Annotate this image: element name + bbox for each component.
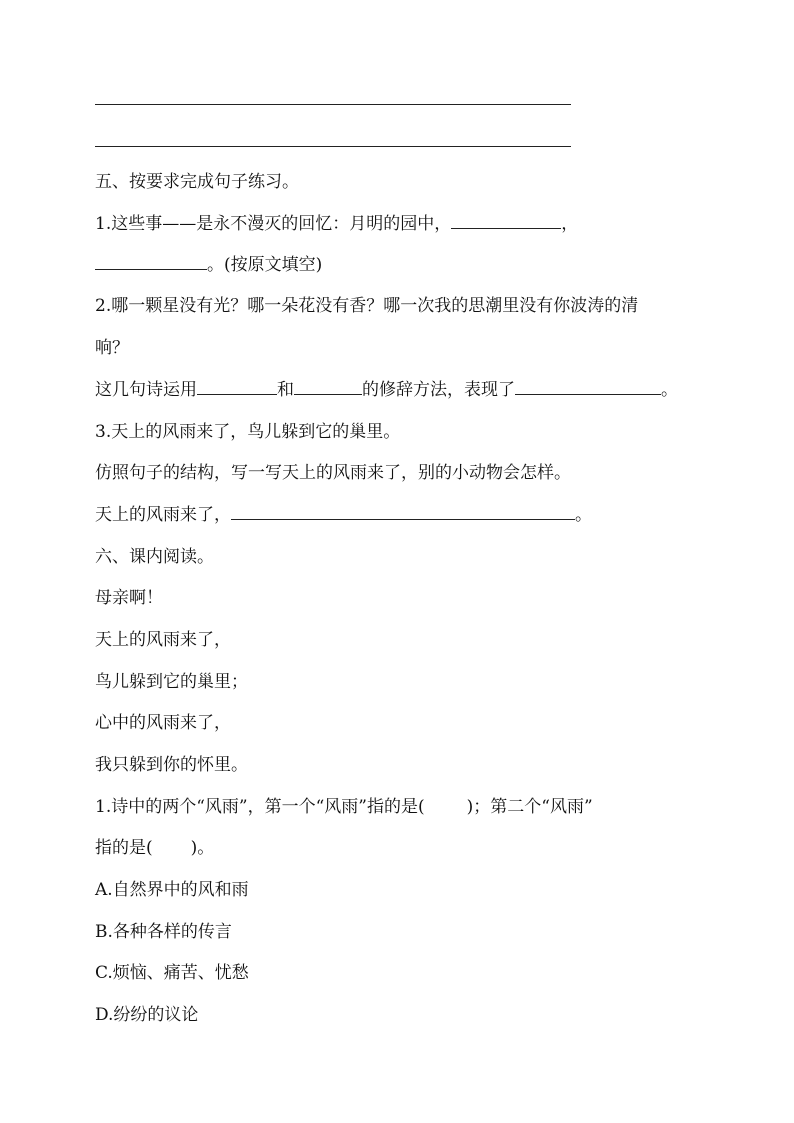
section-5-heading: 五、按要求完成句子练习。 — [95, 172, 299, 192]
fill-blank[interactable] — [294, 380, 362, 395]
poem-line: 心中的风雨来了， — [95, 713, 231, 733]
fill-blank[interactable] — [451, 214, 561, 229]
question-text: 。(按原文填空) — [207, 255, 323, 275]
poem-line: 鸟儿躲到它的巢里； — [95, 672, 248, 692]
poem-line: 天上的风雨来了， — [95, 630, 231, 650]
question-6-1-cont — [95, 837, 214, 859]
question-text: 天上的风雨来了， — [95, 505, 231, 525]
section-6-heading: 六、课内阅读。 — [95, 547, 214, 567]
question-5-3-instruction: 仿照句子的结构，写一写天上的风雨来了，别的小动物会怎样。 — [95, 463, 571, 483]
question-5-1-cont — [95, 254, 322, 276]
answer-line — [95, 104, 571, 105]
fill-blank[interactable] — [197, 380, 277, 395]
question-text: 。 — [661, 380, 678, 400]
question-text: )；第二个“风雨” — [466, 797, 593, 817]
option-b: B.各种各样的传言 — [95, 922, 232, 942]
question-5-1 — [95, 213, 578, 235]
poem-line: 母亲啊！ — [95, 588, 163, 608]
answer-line — [95, 146, 571, 147]
question-text: 指的是( — [95, 838, 153, 858]
poem-line: 我只躲到你的怀里。 — [95, 755, 248, 775]
fill-blank[interactable] — [95, 255, 207, 270]
fill-blank[interactable] — [231, 505, 575, 520]
question-text: 。 — [575, 505, 592, 525]
option-a: A.自然界中的风和雨 — [95, 880, 249, 900]
question-text: 1.诗中的两个“风雨”，第一个“风雨”指的是( — [95, 797, 425, 817]
question-text: 和 — [277, 380, 294, 400]
question-5-2: 2.哪一颗星没有光？哪一朵花没有香？哪一次我的思潮里没有你波涛的清 — [95, 296, 639, 316]
question-5-3-fill — [95, 504, 592, 526]
option-d: D.纷纷的议论 — [95, 1005, 199, 1025]
question-5-2-cont: 响？ — [95, 338, 129, 358]
question-text: )。 — [190, 838, 215, 858]
question-text: 的修辞方法，表现了 — [362, 380, 515, 400]
question-5-2-fill — [95, 379, 678, 401]
question-text: ， — [561, 214, 579, 234]
option-c: C.烦恼、痛苦、忧愁 — [95, 963, 249, 983]
question-6-1 — [95, 796, 593, 818]
question-text: 1.这些事——是永不漫灭的回忆：月明的园中， — [95, 214, 452, 234]
fill-blank[interactable] — [515, 380, 661, 395]
question-5-3: 3.天上的风雨来了，鸟儿躲到它的巢里。 — [95, 422, 401, 442]
question-text: 这几句诗运用 — [95, 380, 197, 400]
